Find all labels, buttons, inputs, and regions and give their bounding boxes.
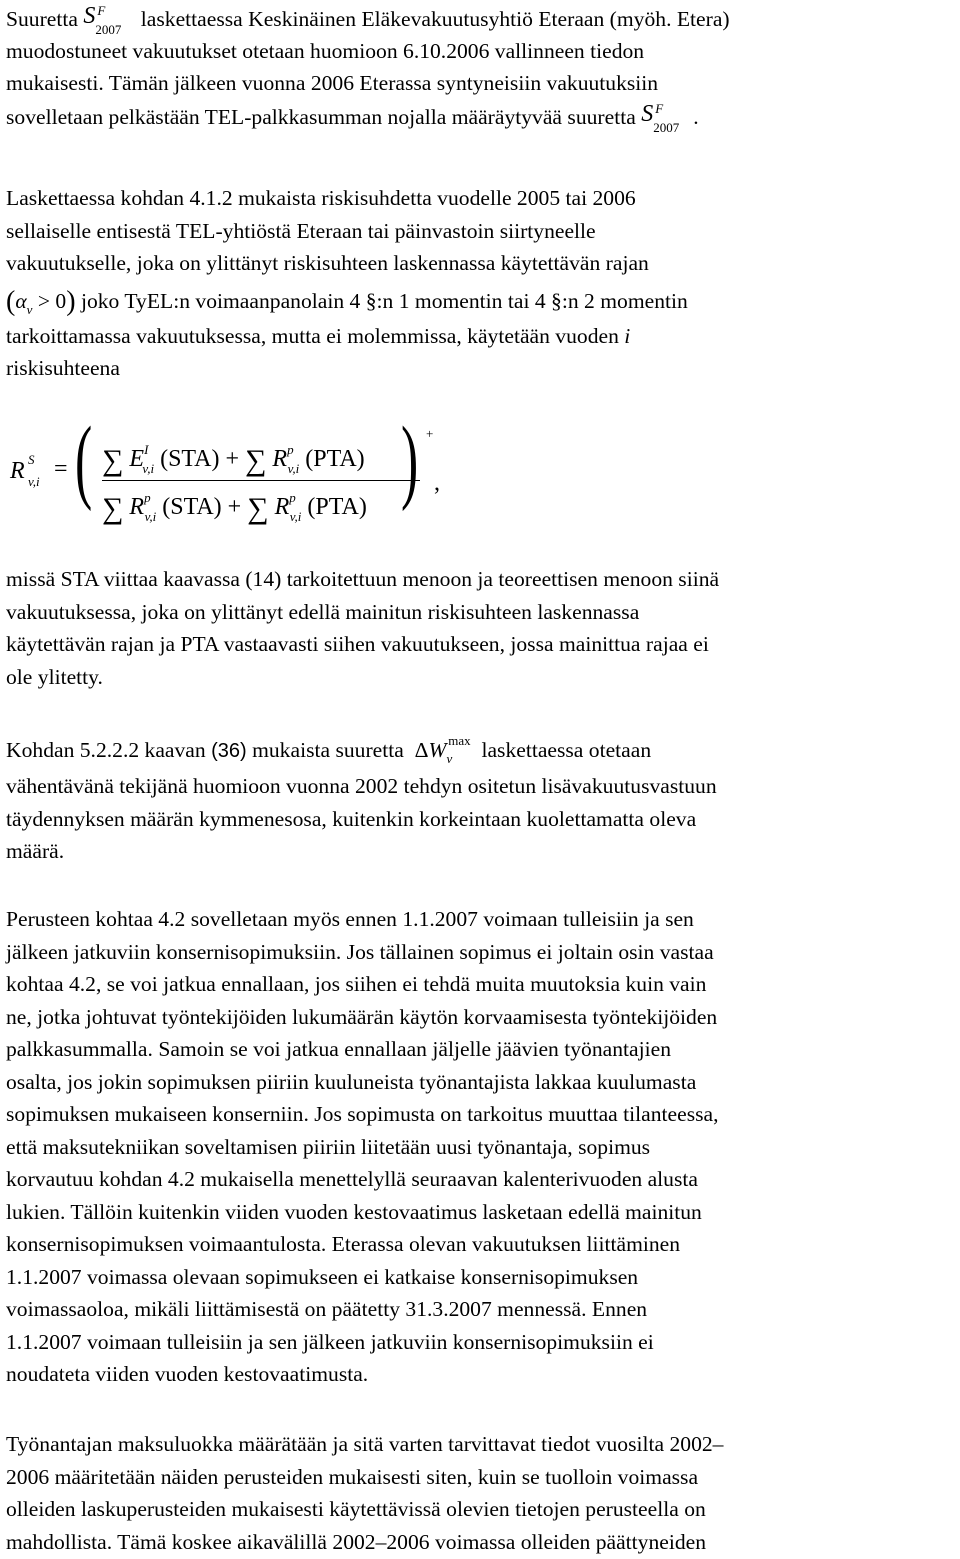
paragraph-line: määrä. — [6, 839, 65, 863]
fraction-bar — [102, 480, 420, 481]
paragraph-line: 1.1.2007 voimaan tulleisiin ja sen jälkeen jatkuviin konsernisopimuksiin ei — [6, 1329, 654, 1354]
paragraph-line: mahdollista. Tämä koskee aikavälillä 2002–2006 voimassa olleiden päättyneiden — [6, 1529, 707, 1554]
paragraph-line: vakuutuksessa, joka on ylittänyt edellä mainitun riskisuhteen laskennassa — [6, 599, 640, 624]
paragraph-line: täydennyksen määrän kymmenesosa, kuitenkin korkeintaan kuolettamatta oleva — [6, 806, 697, 831]
paragraph-line: palkkasummalla. Samoin se voi jatkua ennallaan jäljelle jäävien työnantajien — [6, 1037, 671, 1061]
paragraph-line: lukien. Tällöin kuitenkin viiden vuoden kestovaatimus lasketaan edellä mainitun — [6, 1199, 702, 1224]
math-s-f-2007: S F 2007 — [641, 100, 680, 135]
paragraph-3 — [6, 563, 951, 693]
paragraph-line: Työnantajan maksuluokka määrätään ja sitä varten tarvittavat tiedot vuosilta 2002– — [6, 1432, 724, 1456]
right-paren: ) — [401, 408, 419, 512]
paragraph-4 — [6, 730, 951, 868]
paragraph-line: vakuutukselle, joka on ylittänyt riskisuhteen laskennassa käytettävän rajan — [6, 251, 649, 275]
paragraph-line: Suuretta S F 2007 laskettaessa Keskinäinen Eläkevakuutusyhtiö Eteraan (myöh. Etera) — [6, 3, 730, 37]
paragraph-line: kohtaa 4.2, se voi jatkua ennallaan, jos siihen ei tehdä muita muutoksia kuin vain — [6, 972, 707, 996]
paragraph-line: osalta, jos jokin sopimuksen piiriin kuuluneista työnantajista lakkaa kuulumasta — [6, 1069, 697, 1094]
paragraph-line: 1.1.2007 voimassa olevaan sopimukseen ei katkaise konsernisopimuksen — [6, 1264, 639, 1289]
math-delta-w: $\Delta W_v^{max}$ — [414, 733, 471, 766]
paragraph-line: ole ylitetty. — [6, 664, 103, 689]
paragraph-line: konsernisopimuksen voimaantulosta. Eterassa olevan vakuutuksen liittäminen — [6, 1232, 681, 1256]
paragraph-line: tarkoittamassa vakuutuksessa, mutta ei molemmissa, käytetään vuoden i — [6, 323, 631, 348]
math-s-f-2007: S F 2007 — [83, 3, 122, 37]
paragraph-line: muodostuneet vakuutukset otetaan huomioon 6.10.2006 vallinneen tiedon — [6, 38, 645, 63]
paragraph-5 — [6, 903, 951, 1391]
paragraph-line: riskisuhteena — [6, 356, 120, 380]
paragraph-line: $(\alpha_v > 0)$ joko TyEL:n voimaanpanolain 4 §:n 1 momentin tai 4 §:n 2 momentin — [6, 285, 688, 317]
paragraph-1 — [6, 2, 951, 135]
risk-ratio-formula: R S v,i = ( ∑ $E^I_{v,i}$ (STA) + ∑ $R^p_{v,i}$ (PTA) ∑ $R^p_{v,i}$ (STA) + ∑ $R^p_{v,i}$ (PTA) ) + , — [10, 408, 440, 525]
formula-numerator: ∑ $E^I_{v,i}$ (STA) + ∑ $R^p_{v,i}$ (PTA) — [102, 442, 365, 477]
paragraph-line: olleiden laskuperusteiden mukaisesti käytettävissä olevien tietojen perusteella on — [6, 1497, 706, 1521]
paragraph-line: sovelletaan pelkästään TEL-palkkasumman nojalla määräytyvää suuretta S F 2007 . — [6, 100, 699, 135]
paragraph-line: voimassaoloa, mikäli liittämisestä on päätetty 31.3.2007 mennessä. Ennen — [6, 1297, 648, 1321]
paragraph-line: noudateta viiden vuoden kestovaatimusta. — [6, 1362, 369, 1386]
paragraph-line: että maksutekniikan soveltamisen piiriin liitetään uusi työnantaja, sopimus — [6, 1134, 651, 1159]
paragraph-line: mukaisesti. Tämän jälkeen vuonna 2006 Eterassa syntyneisiin vakuutuksiin — [6, 71, 659, 95]
paragraph-line: korvautuu kohdan 4.2 mukaisella menettelyllä seuraavan kalenterivuoden alusta — [6, 1167, 698, 1191]
paragraph-line: 2006 määritetään näiden perusteiden mukaisesti siten, kuin se tuolloin voimassa — [6, 1464, 699, 1489]
paragraph-line: jälkeen jatkuviin konsernisopimuksiin. Jos tällainen sopimus ei joltain osin vastaa — [6, 939, 714, 964]
paragraph-line: sellaiselle entisestä TEL-yhtiöstä Eteraan tai päinvastoin siirtyneelle — [6, 218, 596, 243]
paragraph-line: Perusteen kohtaa 4.2 sovelletaan myös ennen 1.1.2007 voimaan tulleisiin ja sen — [6, 907, 694, 931]
paragraph-line: Kohdan 5.2.2.2 kaavan (36) mukaista suuretta $\Delta W_v^{max}$ laskettaessa otetaan — [6, 733, 652, 766]
paragraph-line: vähentävänä tekijänä huomioon vuonna 2002 tehdyn ositetun lisävakuutusvastuun — [6, 774, 717, 798]
paragraph-line: käytettävän rajan ja PTA vastaavasti siihen vakuutukseen, jossa mainittua rajaa ei — [6, 632, 709, 656]
formula-lhs: R S v,i — [10, 452, 40, 489]
left-paren: ( — [75, 408, 93, 512]
math-alpha: $\alpha_v$ — [15, 288, 33, 317]
paragraph-line: missä STA viittaa kaavassa (14) tarkoitettuun menoon ja teoreettisen menoon siinä — [6, 567, 720, 591]
formula-denominator: ∑ $R^p_{v,i}$ (STA) + ∑ $R^p_{v,i}$ (PTA) — [102, 490, 367, 525]
paragraph-2 — [6, 182, 951, 385]
paragraph-line: sopimuksen mukaiseen konserniin. Jos sopimusta on tarkoitus muuttaa tilanteessa, — [6, 1102, 719, 1126]
paragraph-line: ne, jotka johtuvat työntekijöiden lukumäärän käytön korvaamisesta työntekijöiden — [6, 1004, 718, 1029]
paragraph-6 — [6, 1428, 951, 1558]
paragraph-line: Laskettaessa kohdan 4.1.2 mukaista riskisuhdetta vuodelle 2005 tai 2006 — [6, 186, 636, 210]
